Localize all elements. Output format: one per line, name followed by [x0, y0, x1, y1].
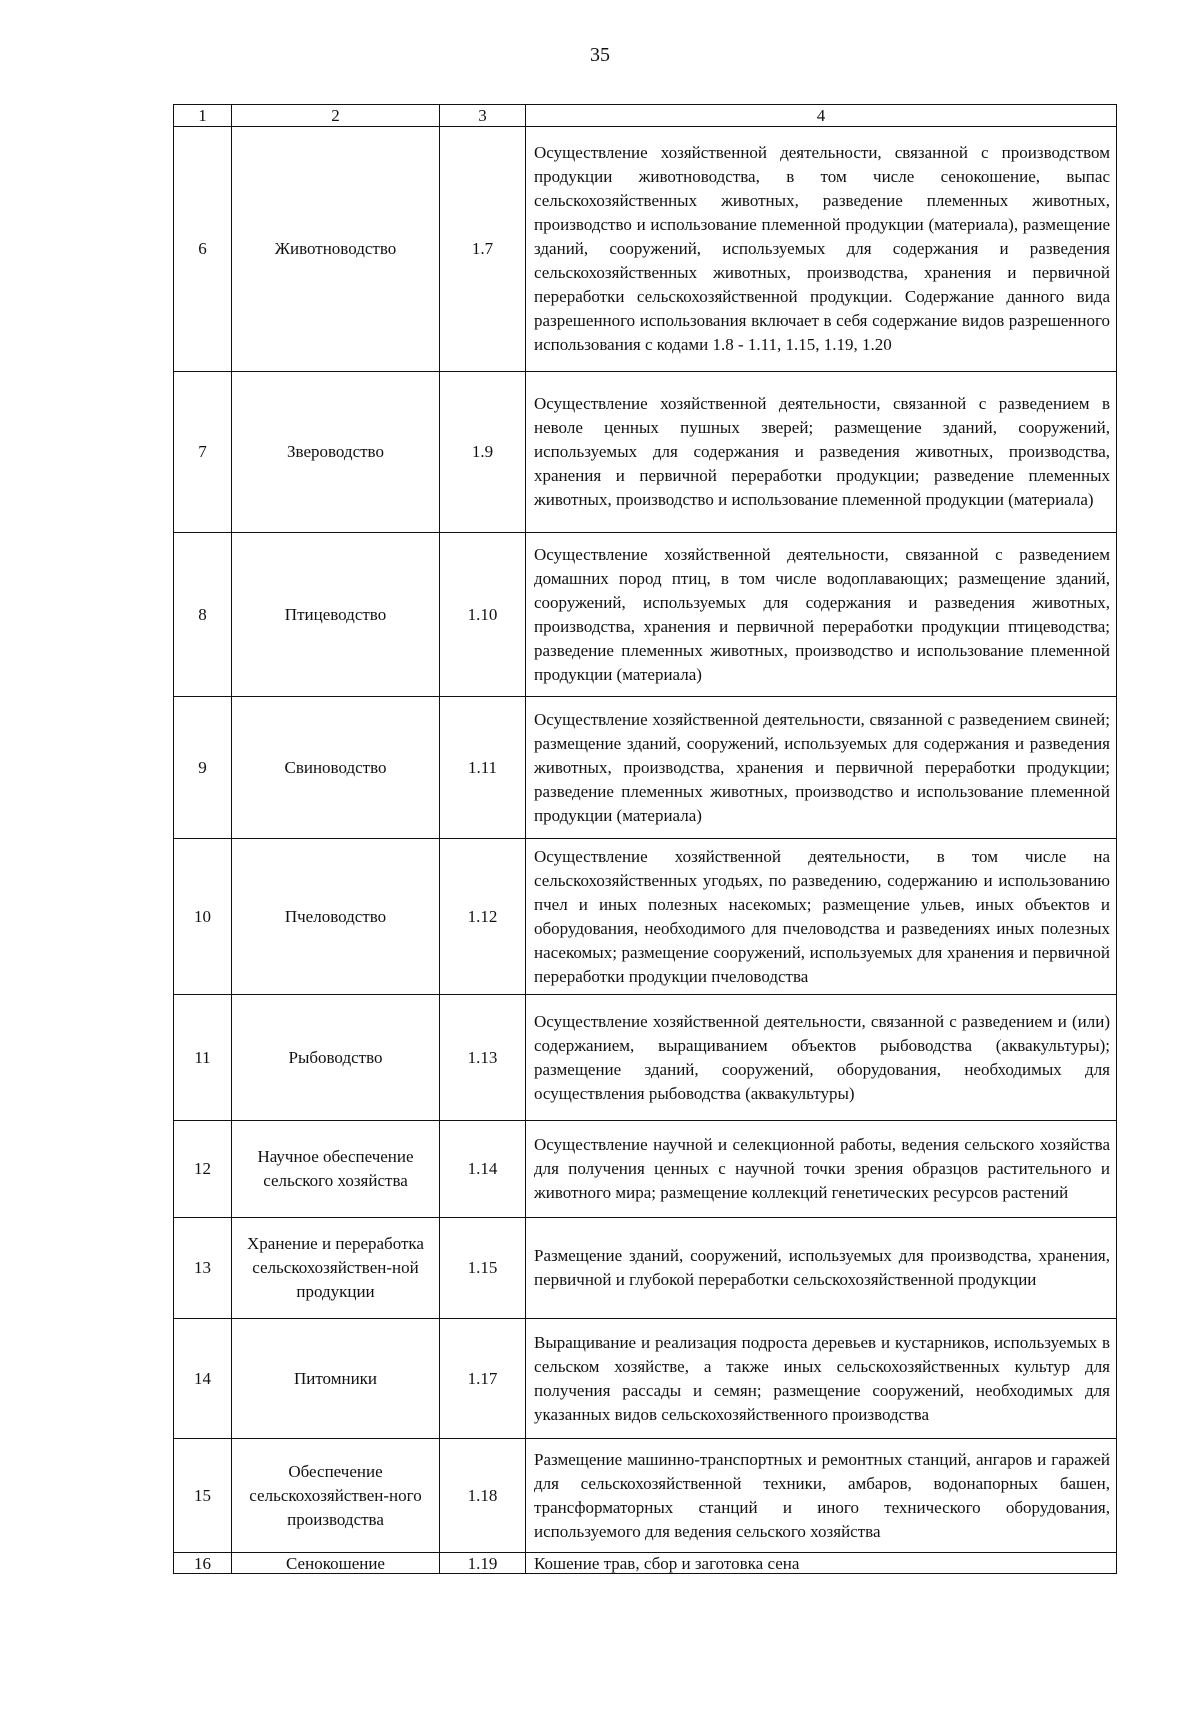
table-row [174, 1319, 1117, 1439]
land-use-description-cell: Размещение машинно-транспортных и ремонтных станций, ангаров и гаражей для сельскохозяйственной техники, амбаров, водонапорных башен, трансформаторных станций и иного технического оборудования, используемого для ведения сельского хозяйства [526, 1439, 1117, 1553]
land-use-name-cell: Хранение и переработка сельскохозяйствен-ной продукции [232, 1218, 440, 1319]
table-row [174, 372, 1117, 533]
land-use-code-cell: 1.17 [440, 1319, 526, 1439]
column-header: 3 [440, 105, 526, 127]
land-use-name-cell: Звероводство [232, 372, 440, 533]
land-use-name-cell: Сенокошение [232, 1553, 440, 1574]
page-number: 35 [590, 44, 610, 66]
table-row [174, 1439, 1117, 1553]
land-use-code-cell: 1.10 [440, 533, 526, 697]
land-use-description-cell: Осуществление хозяйственной деятельности, связанной с производством продукции животноводства, в том числе сенокошение, выпас сельскохозяйственных животных, разведение племенных животных, производство и использование племенной продукции (материала), размещение зданий, сооружений, используемых для содержания и разведения сельскохозяйственных животных, производства, хранения и первичной переработки сельскохозяйственной продукции. Содержание данного вида разрешенного использования включает в себя содержание видов разрешенного использования с кодами 1.8 - 1.11, 1.15, 1.19, 1.20 [526, 127, 1117, 372]
table-row [174, 839, 1117, 995]
table-header-row [174, 105, 1117, 127]
column-header: 2 [232, 105, 440, 127]
land-use-description-cell: Выращивание и реализация подроста деревьев и кустарников, используемых в сельском хозяйстве, а также иных сельскохозяйственных культур для получения рассады и семян; размещение сооружений, необходимых для указанных видов сельскохозяйственного производства [526, 1319, 1117, 1439]
land-use-code-cell: 1.18 [440, 1439, 526, 1553]
table-row [174, 127, 1117, 372]
land-use-description-cell: Осуществление научной и селекционной работы, ведения сельского хозяйства для получения ценных с научной точки зрения образцов растительного и животного мира; размещение коллекций генетических ресурсов растений [526, 1121, 1117, 1218]
column-header: 1 [174, 105, 232, 127]
table-row [174, 1218, 1117, 1319]
table-row [174, 1553, 1117, 1574]
land-use-description-cell: Осуществление хозяйственной деятельности, связанной с разведением в неволе ценных пушных зверей; размещение зданий, сооружений, используемых для содержания и разведения животных, производства, хранения и первичной переработки продукции; разведение племенных животных, производство и использование племенной продукции (материала) [526, 372, 1117, 533]
land-use-code-cell: 1.14 [440, 1121, 526, 1218]
land-use-code-cell: 1.15 [440, 1218, 526, 1319]
land-use-code-cell: 1.19 [440, 1553, 526, 1574]
land-use-description-cell: Осуществление хозяйственной деятельности, в том числе на сельскохозяйственных угодьях, по разведению, содержанию и использованию пчел и иных полезных насекомых; размещение ульев, иных объектов и оборудования, необходимого для пчеловодства и разведениях иных полезных насекомых; размещение сооружений, используемых для хранения и первичной переработки продукции пчеловодства [526, 839, 1117, 995]
row-number-cell: 7 [174, 372, 232, 533]
row-number-cell: 12 [174, 1121, 232, 1218]
land-use-code-cell: 1.9 [440, 372, 526, 533]
row-number-cell: 14 [174, 1319, 232, 1439]
land-use-name-cell: Обеспечение сельскохозяйствен-ного производства [232, 1439, 440, 1553]
land-use-description-cell: Осуществление хозяйственной деятельности, связанной с разведением свиней; размещение зданий, сооружений, используемых для содержания и разведения животных, производства, хранения и первичной переработки продукции; разведение племенных животных, производство и использование племенной продукции (материала) [526, 697, 1117, 839]
row-number-cell: 8 [174, 533, 232, 697]
land-use-description-cell: Кошение трав, сбор и заготовка сена [526, 1553, 1117, 1574]
land-use-name-cell: Птицеводство [232, 533, 440, 697]
land-use-description-cell: Осуществление хозяйственной деятельности, связанной с разведением домашних пород птиц, в том числе водоплавающих; размещение зданий, сооружений, используемых для содержания и разведения животных, производства, хранения и первичной переработки продукции птицеводства; разведение племенных животных, производство и использование племенной продукции (материала) [526, 533, 1117, 697]
table-row [174, 533, 1117, 697]
row-number-cell: 13 [174, 1218, 232, 1319]
land-use-code-cell: 1.7 [440, 127, 526, 372]
row-number-cell: 9 [174, 697, 232, 839]
table-row [174, 697, 1117, 839]
land-use-name-cell: Свиноводство [232, 697, 440, 839]
row-number-cell: 16 [174, 1553, 232, 1574]
land-use-table [173, 104, 1117, 1574]
column-header: 4 [526, 105, 1117, 127]
land-use-code-cell: 1.11 [440, 697, 526, 839]
land-use-name-cell: Рыбоводство [232, 995, 440, 1121]
land-use-description-cell: Размещение зданий, сооружений, используемых для производства, хранения, первичной и глубокой переработки сельскохозяйственной продукции [526, 1218, 1117, 1319]
table-row [174, 995, 1117, 1121]
land-use-code-cell: 1.12 [440, 839, 526, 995]
row-number-cell: 10 [174, 839, 232, 995]
row-number-cell: 11 [174, 995, 232, 1121]
table-row [174, 1121, 1117, 1218]
row-number-cell: 6 [174, 127, 232, 372]
land-use-name-cell: Питомники [232, 1319, 440, 1439]
land-use-name-cell: Животноводство [232, 127, 440, 372]
land-use-description-cell: Осуществление хозяйственной деятельности, связанной с разведением и (или) содержанием, выращиванием объектов рыбоводства (аквакультуры); размещение зданий, сооружений, оборудования, необходимых для осуществления рыбоводства (аквакультуры) [526, 995, 1117, 1121]
land-use-code-cell: 1.13 [440, 995, 526, 1121]
row-number-cell: 15 [174, 1439, 232, 1553]
land-use-name-cell: Научное обеспечение сельского хозяйства [232, 1121, 440, 1218]
land-use-name-cell: Пчеловодство [232, 839, 440, 995]
